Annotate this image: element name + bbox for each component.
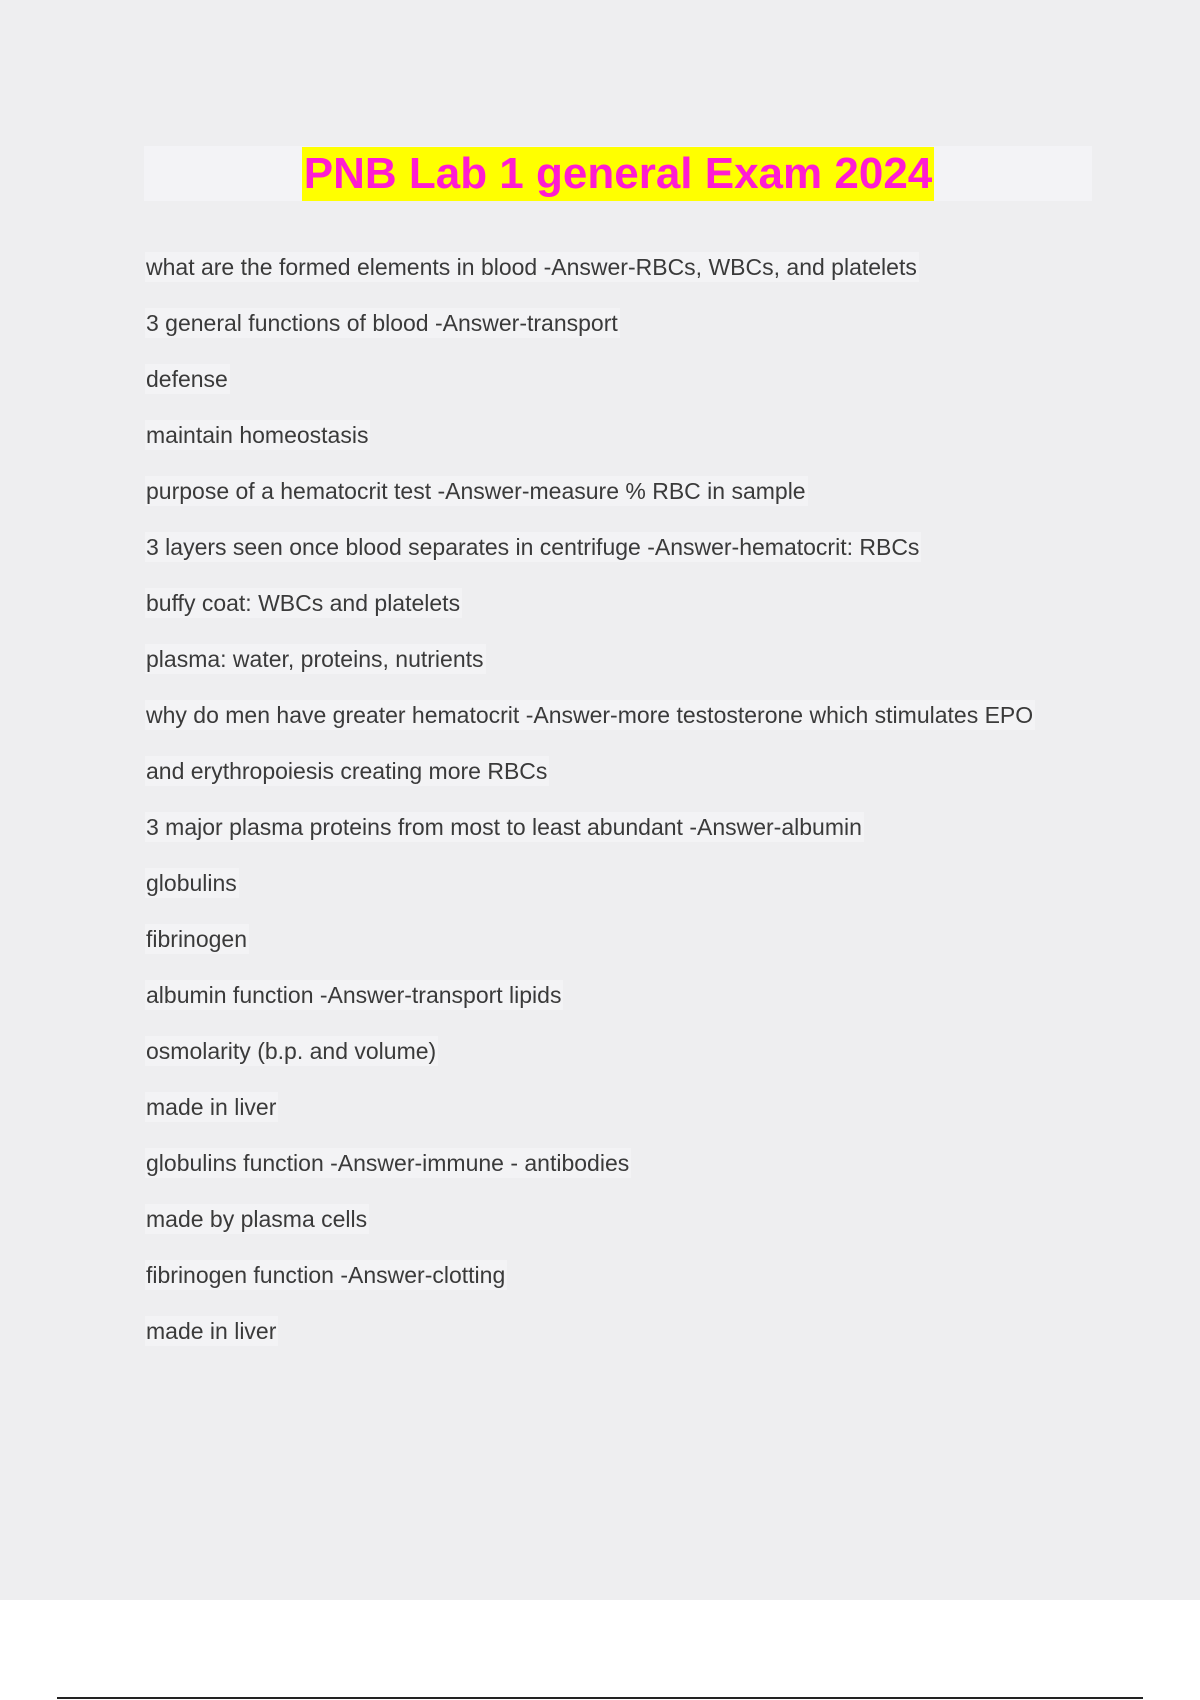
line-text: 3 major plasma proteins from most to least abundant -Answer-albumin — [146, 814, 862, 840]
text-line — [145, 476, 1035, 532]
line-text: fibrinogen function -Answer-clotting — [146, 1262, 506, 1288]
line-text: globulins function -Answer-immune - antibodies — [146, 1150, 630, 1176]
text-line — [145, 700, 1035, 756]
line-text: buffy coat: WBCs and platelets — [146, 590, 461, 616]
text-line — [145, 868, 1035, 924]
text-line — [145, 644, 1035, 700]
text-line — [145, 420, 1035, 476]
line-text: made in liver — [146, 1094, 277, 1120]
text-line — [145, 308, 1035, 364]
line-text: maintain homeostasis — [146, 422, 369, 448]
page-divider — [57, 1697, 1143, 1699]
text-line — [145, 532, 1035, 588]
text-line — [145, 812, 1035, 868]
line-text: made by plasma cells — [146, 1206, 368, 1232]
text-line — [145, 1092, 1035, 1148]
line-text: purpose of a hematocrit test -Answer-measure % RBC in sample — [146, 478, 806, 504]
line-text: 3 layers seen once blood separates in centrifuge -Answer-hematocrit: RBCs — [146, 534, 920, 560]
line-text: 3 general functions of blood -Answer-transport — [146, 310, 618, 336]
line-text: made in liver — [146, 1318, 277, 1344]
line-text: fibrinogen — [146, 926, 248, 952]
document-title: PNB Lab 1 general Exam 2024 — [302, 147, 935, 201]
title-band — [144, 146, 1092, 201]
text-line — [145, 1036, 1035, 1092]
line-text: plasma: water, proteins, nutrients — [146, 646, 484, 672]
line-text: what are the formed elements in blood -Answer-RBCs, WBCs, and platelets — [146, 254, 917, 280]
line-text: why do men have greater hematocrit -Answer-more testosterone which stimulates EPO — [146, 702, 1034, 728]
text-line — [145, 980, 1035, 1036]
text-line — [145, 588, 1035, 644]
text-line — [145, 364, 1035, 420]
text-line — [145, 252, 1035, 308]
line-text: defense — [146, 366, 228, 392]
line-text: albumin function -Answer-transport lipids — [146, 982, 562, 1008]
text-line — [145, 756, 1035, 812]
text-line — [145, 1204, 1035, 1260]
text-line — [145, 1260, 1035, 1316]
text-line — [145, 1316, 1035, 1372]
line-text: globulins — [146, 870, 237, 896]
line-text: and erythropoiesis creating more RBCs — [146, 758, 548, 784]
text-line — [145, 924, 1035, 980]
qa-list — [145, 252, 1035, 1372]
line-text: osmolarity (b.p. and volume) — [146, 1038, 437, 1064]
text-line — [145, 1148, 1035, 1204]
